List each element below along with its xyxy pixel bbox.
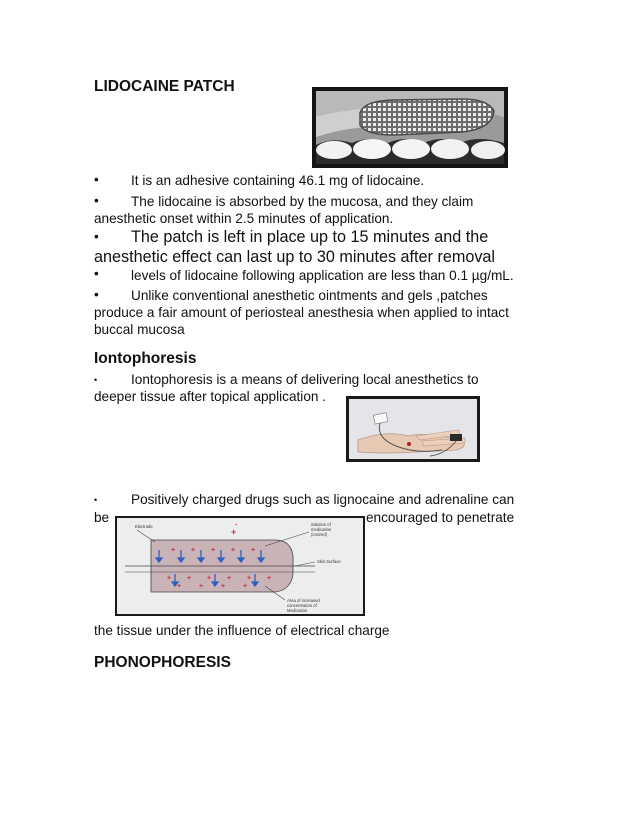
svg-text:+: + (199, 583, 204, 590)
svg-text:+: + (243, 583, 248, 590)
iontophoresis-bullet-2-line-1: Positively charged drugs such as lignocaine and adrenaline can (131, 492, 515, 507)
diagram-label-electrode: Electrode (135, 524, 153, 529)
section-title-phonophoresis: PHONOPHORESIS (94, 654, 231, 671)
lidocaine-bullet-2-line-1: The lidocaine is absorbed by the mucosa, and they claim (131, 194, 474, 209)
svg-text:+: + (167, 575, 172, 582)
diagram-label-skin: Skin Surface (317, 559, 341, 564)
diagram-label-solution-1: Solution of (311, 522, 331, 527)
iontophoresis-bullet-2-line-3: the tissue under the influence of electrical charge (94, 623, 390, 638)
lidocaine-bullet-3-line-1: The patch is left in place up to 15 minutes and the (131, 228, 489, 246)
svg-text:+: + (227, 575, 232, 582)
svg-text:+: + (191, 547, 196, 554)
bullet-glyph: • (94, 375, 98, 385)
svg-text:+: + (221, 583, 226, 590)
iontophoresis-diagram (115, 516, 365, 616)
lidocaine-bullet-3-line-2: anesthetic effect can last up to 30 minutes after removal (94, 248, 496, 266)
bullet-glyph: • (94, 495, 98, 505)
svg-text:+: + (211, 547, 216, 554)
lidocaine-bullet-1: It is an adhesive containing 46.1 mg of lidocaine. (131, 173, 425, 188)
section-title-lidocaine-patch: LIDOCAINE PATCH (94, 78, 235, 95)
svg-text:+: + (171, 547, 176, 554)
bullet-glyph: • (94, 229, 99, 244)
iontophoresis-bullet-2-line-2-start: be (94, 510, 110, 525)
svg-text:+: + (231, 547, 236, 554)
svg-text:+: + (247, 575, 252, 582)
svg-text:+: + (251, 547, 256, 554)
lidocaine-bullet-5-line-2: produce a fair amount of periosteal anesthesia when applied to intact (94, 305, 509, 320)
svg-text:+: + (267, 575, 272, 582)
svg-text:+: + (177, 583, 182, 590)
section-title-iontophoresis: Iontophoresis (94, 350, 197, 367)
bullet-glyph: • (94, 193, 99, 208)
lidocaine-bullet-5-line-3: buccal mucosa (94, 322, 185, 337)
iontophoresis-bullet-1-line-2: deeper tissue after topical application . (94, 389, 326, 404)
lidocaine-bullet-4: levels of lidocaine following application are less than 0.1 µg/mL. (131, 268, 514, 283)
lidocaine-bullet-2-line-2: anesthetic onset within 2.5 minutes of application. (94, 211, 394, 226)
diagram-label-area-3: Medication (287, 608, 308, 613)
svg-text:+: + (187, 575, 192, 582)
iontophoresis-bullet-1-line-1: Iontophoresis is a means of delivering local anesthetics to (131, 372, 479, 387)
diagram-label-solution-3: (ionized) (311, 532, 328, 537)
lidocaine-patch-photo (312, 87, 508, 168)
svg-text:+: + (207, 575, 212, 582)
iontophoresis-hand-photo (346, 396, 480, 462)
diagram-label-area-2: concentration of (287, 603, 317, 608)
lidocaine-bullet-5-line-1: Unlike conventional anesthetic ointments and gels ,patches (131, 288, 488, 303)
svg-text:+: + (235, 522, 238, 527)
bullet-glyph: • (94, 287, 99, 302)
bullet-glyph: • (94, 172, 99, 187)
iontophoresis-bullet-2-line-2-end: encouraged to penetrate (366, 510, 515, 525)
diagram-label-solution-2: medication (311, 527, 332, 532)
diagram-label-area-1: Area of increased (287, 598, 320, 603)
svg-text:+: + (231, 527, 237, 537)
bullet-glyph: • (94, 266, 99, 281)
